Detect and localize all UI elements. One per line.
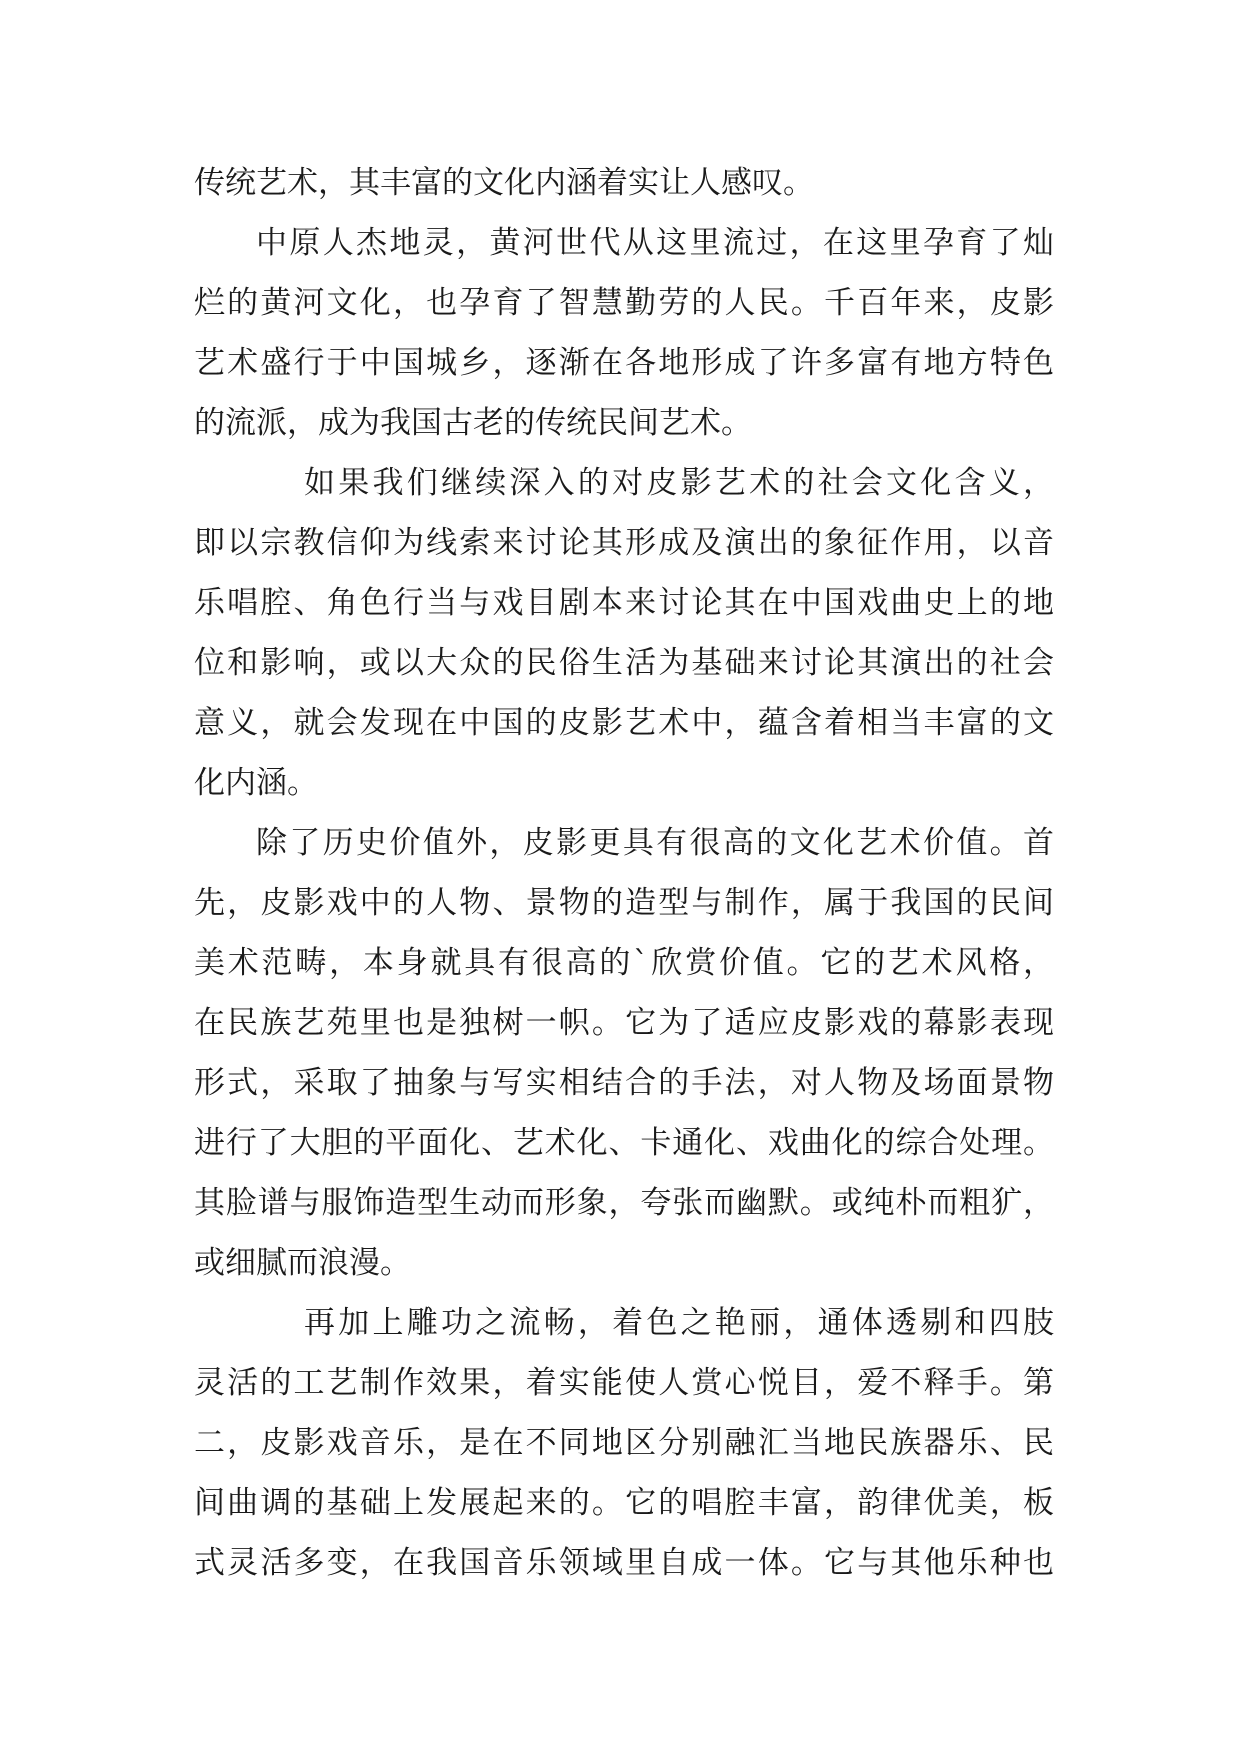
text-line: 再加上雕功之流畅，着色之艳丽，通体透剔和四肢 bbox=[304, 1305, 1054, 1341]
text-line: 形式，采取了抽象与写实相结合的手法，对人物及场面景物 bbox=[194, 1065, 1054, 1101]
text-line: 灵活的工艺制作效果，着实能使人赏心悦目，爱不释手。第 bbox=[194, 1365, 1054, 1401]
text-line: 其脸谱与服饰造型生动而形象，夸张而幽默。或纯朴而粗犷， bbox=[194, 1185, 1054, 1221]
text-line: 式灵活多变，在我国音乐领域里自成一体。它与其他乐种也 bbox=[194, 1545, 1054, 1581]
text-line: 化内涵。 bbox=[194, 765, 318, 801]
text-line: 先，皮影戏中的人物、景物的造型与制作，属于我国的民间 bbox=[194, 885, 1054, 921]
text-line: 美术范畴，本身就具有很高的`欣赏价值。它的艺术风格， bbox=[194, 945, 1054, 981]
text-line: 即以宗教信仰为线索来讨论其形成及演出的象征作用，以音 bbox=[194, 525, 1054, 561]
text-line: 如果我们继续深入的对皮影艺术的社会文化含义， bbox=[304, 465, 1054, 501]
text-line: 意义，就会发现在中国的皮影艺术中，蕴含着相当丰富的文 bbox=[194, 705, 1054, 741]
text-line: 乐唱腔、角色行当与戏目剧本来讨论其在中国戏曲史上的地 bbox=[194, 585, 1054, 621]
body-text bbox=[194, 153, 1054, 1593]
text-line: 在民族艺苑里也是独树一帜。它为了适应皮影戏的幕影表现 bbox=[194, 1005, 1054, 1041]
text-line: 的流派，成为我国古老的传统民间艺术。 bbox=[194, 405, 752, 441]
text-line: 烂的黄河文化，也孕育了智慧勤劳的人民。千百年来，皮影 bbox=[194, 285, 1054, 321]
text-line: 间曲调的基础上发展起来的。它的唱腔丰富，韵律优美，板 bbox=[194, 1485, 1054, 1521]
text-line: 进行了大胆的平面化、艺术化、卡通化、戏曲化的综合处理。 bbox=[194, 1125, 1054, 1161]
text-line: 或细腻而浪漫。 bbox=[194, 1245, 411, 1281]
text-line: 位和影响，或以大众的民俗生活为基础来讨论其演出的社会 bbox=[194, 645, 1054, 681]
text-line: 传统艺术，其丰富的文化内涵着实让人感叹。 bbox=[194, 165, 814, 201]
text-line: 中原人杰地灵，黄河世代从这里流过，在这里孕育了灿 bbox=[256, 225, 1054, 261]
text-line: 艺术盛行于中国城乡，逐渐在各地形成了许多富有地方特色 bbox=[194, 345, 1054, 381]
text-line: 二，皮影戏音乐，是在不同地区分别融汇当地民族器乐、民 bbox=[194, 1425, 1054, 1461]
text-line: 除了历史价值外，皮影更具有很高的文化艺术价值。首 bbox=[256, 825, 1054, 861]
